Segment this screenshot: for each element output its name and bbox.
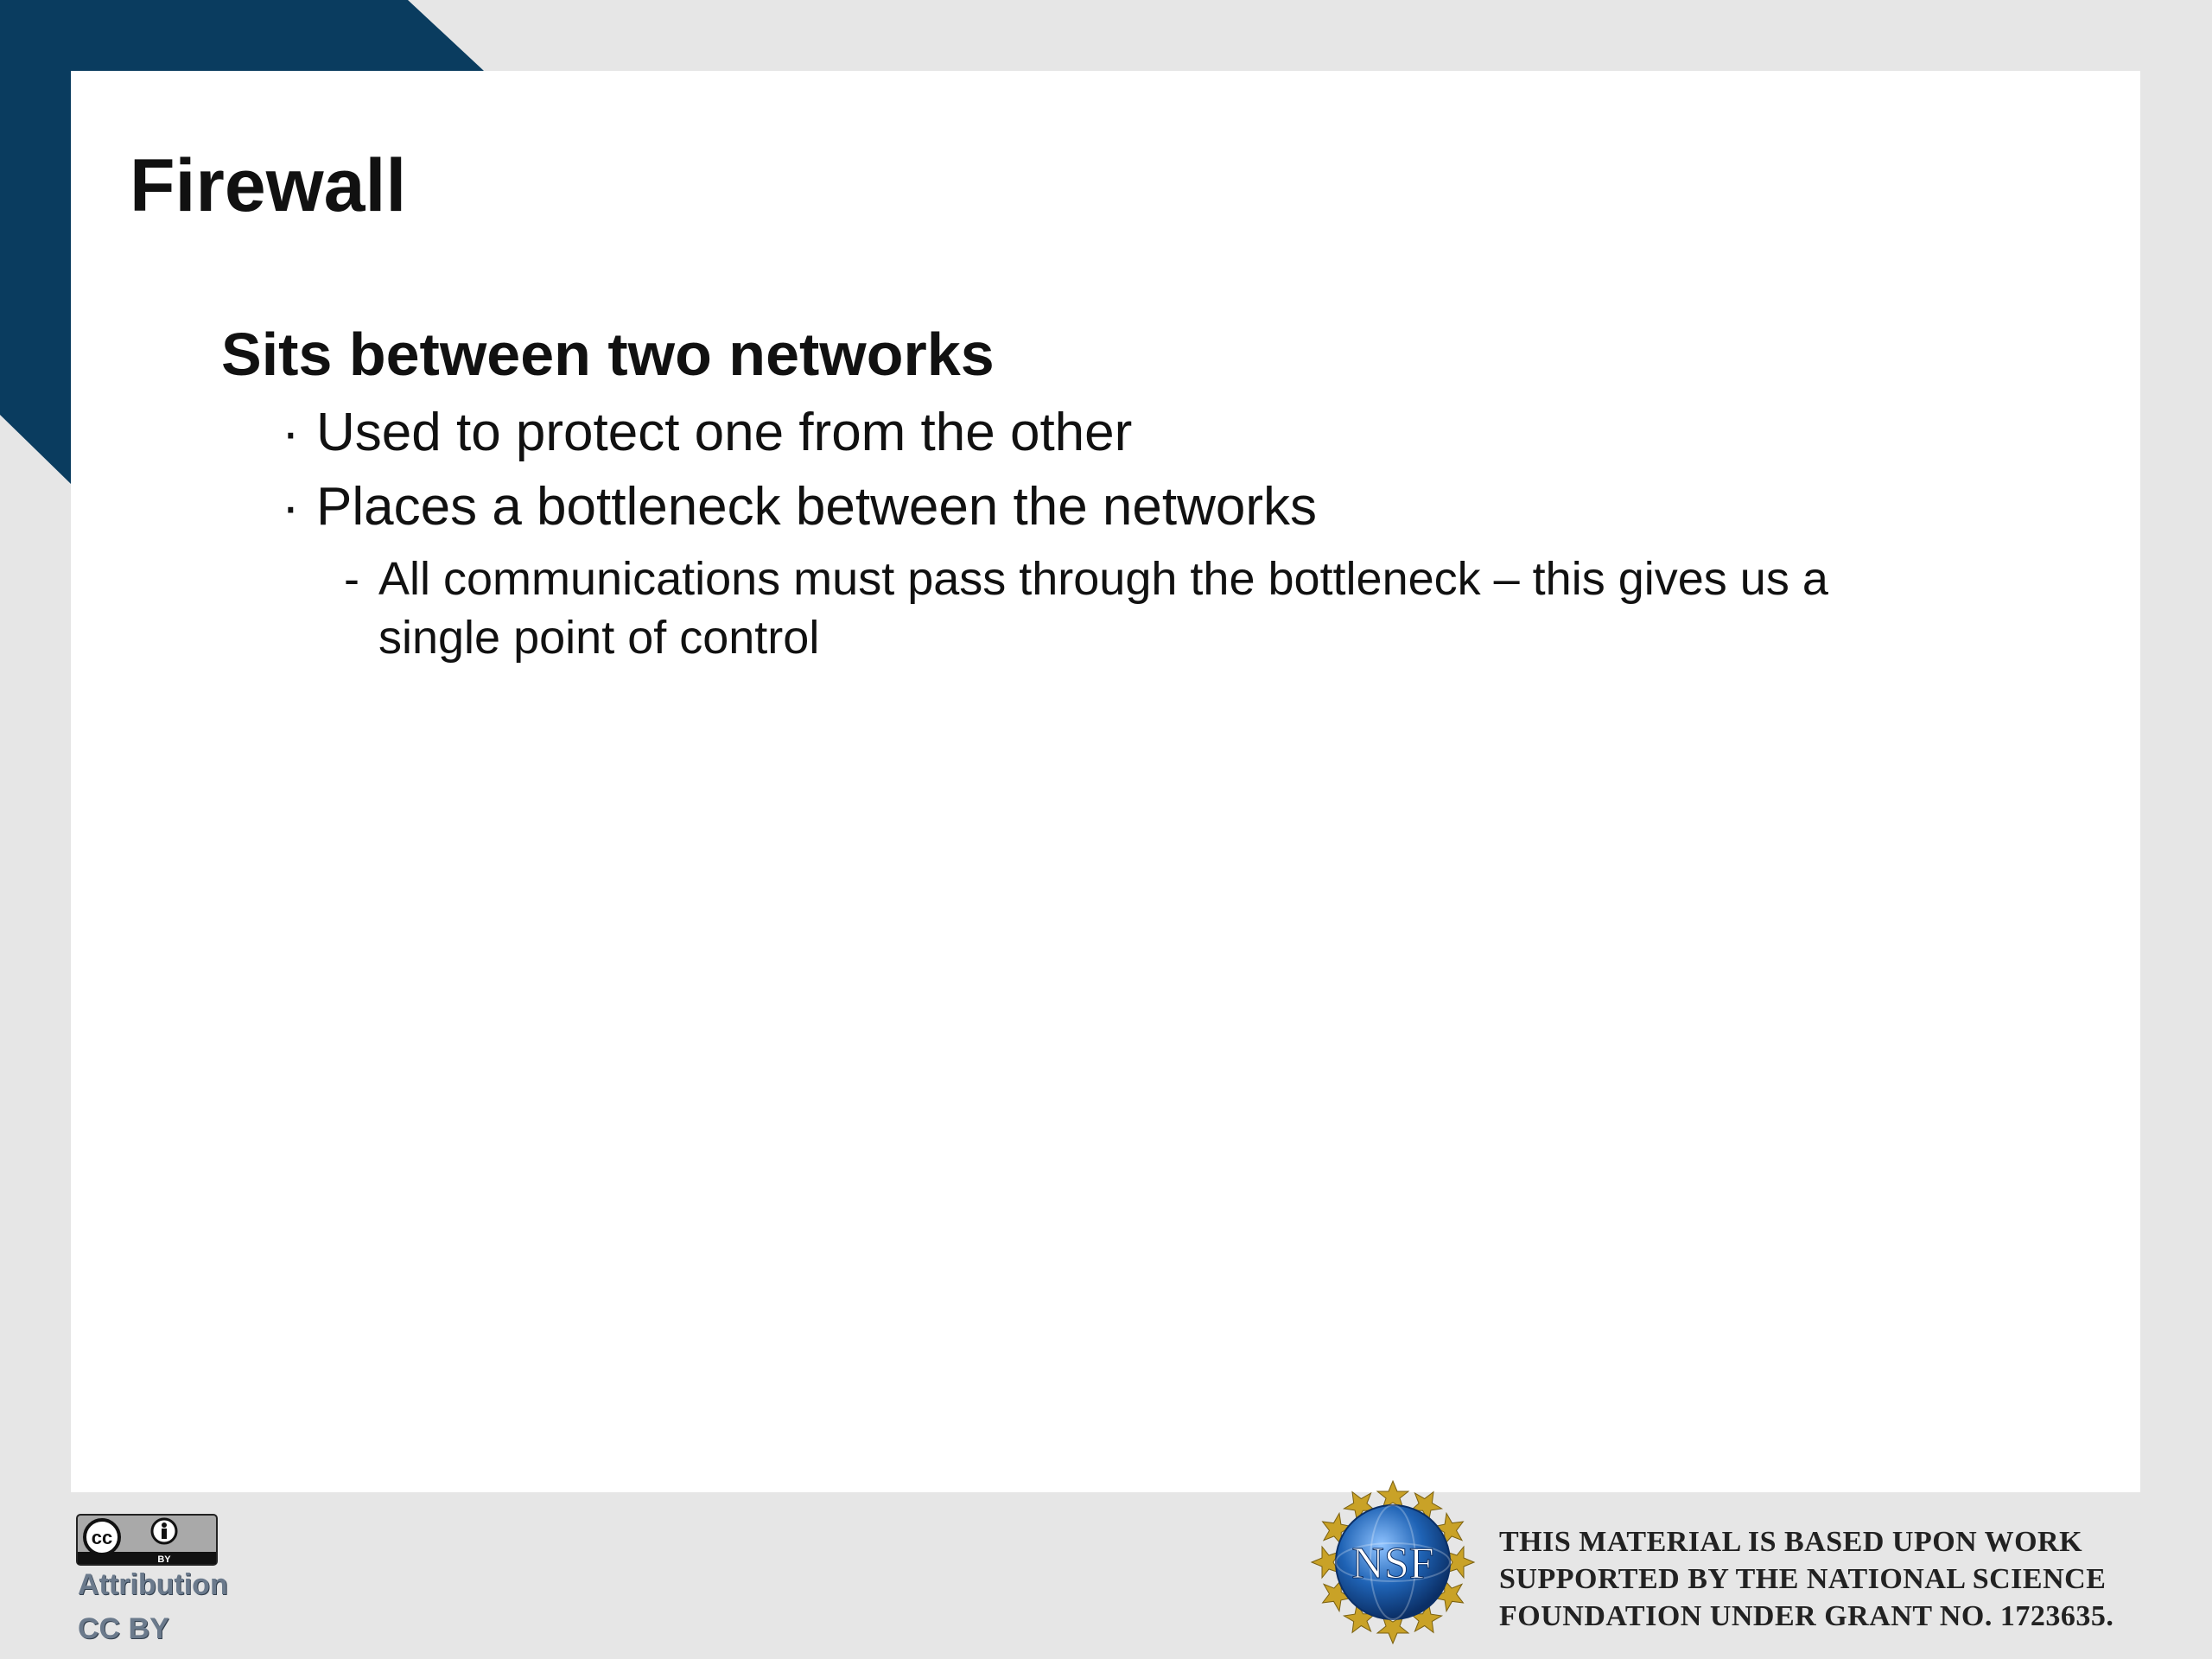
nsf-note-line: FOUNDATION UNDER GRANT NO. 1723635. — [1499, 1600, 2114, 1632]
nsf-logo-text: NSF — [1351, 1539, 1434, 1588]
bullet-list — [221, 318, 1949, 667]
bullet-level2-text: Used to protect one from the other — [316, 403, 1133, 462]
cc-badge-label: BY — [157, 1554, 171, 1565]
license-code-label: CC BY — [78, 1612, 169, 1645]
dash-marker: - — [344, 553, 359, 605]
bullet-marker: · — [282, 403, 300, 462]
bullet-level2-item — [221, 475, 1949, 539]
nsf-logo-icon — [1310, 1479, 1476, 1645]
license-attribution-label: Attribution — [78, 1568, 228, 1601]
content-panel — [71, 71, 2140, 1492]
nsf-note-line: SUPPORTED BY THE NATIONAL SCIENCE — [1499, 1563, 2107, 1595]
nsf-note-line: THIS MATERIAL IS BASED UPON WORK — [1499, 1526, 2083, 1558]
cc-by-license-badge-icon[interactable] — [76, 1514, 218, 1566]
bullet-level3-item — [221, 550, 1865, 667]
svg-text:cc: cc — [91, 1527, 113, 1548]
bullet-marker: · — [282, 477, 300, 537]
bullet-level3-text: All communications must pass through the bottleneck – this gives us a single point of control — [378, 553, 1828, 664]
nsf-funding-note — [1499, 1523, 2113, 1635]
slide-title: Firewall — [130, 144, 407, 227]
bullet-level2-text: Places a bottleneck between the networks — [316, 477, 1318, 537]
bullet-level2-item — [221, 401, 1949, 465]
bullet-level1: Sits between two networks — [221, 321, 995, 388]
